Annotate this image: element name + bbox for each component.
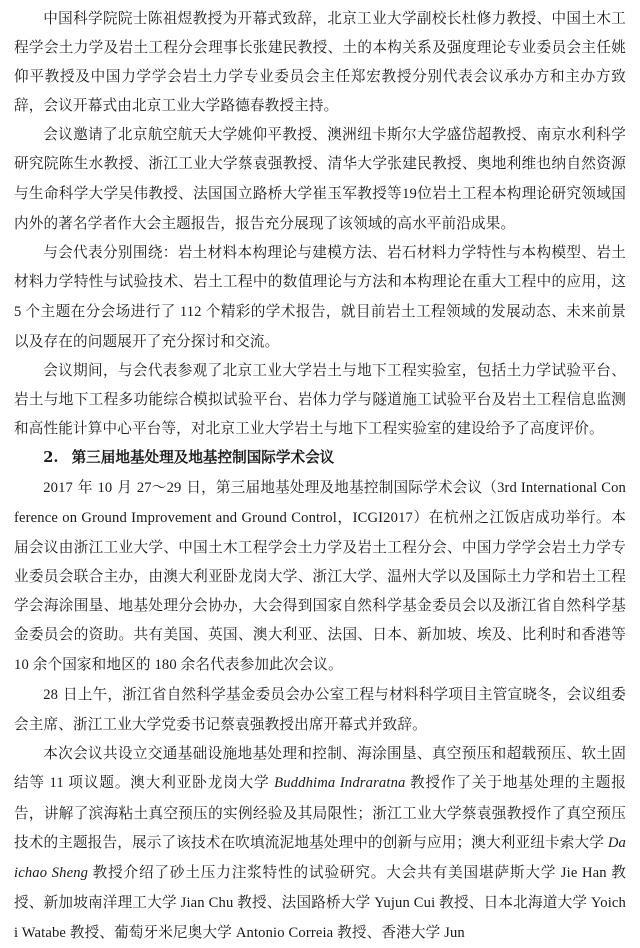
paragraph-text-run: 教授、葡萄牙米尼奥大学 [70, 924, 232, 941]
paragraph-text-run: 会议期间，与会代表参观了北京工业大学岩土与地下工程实验室，包括土力学试验平台、岩土与地下工程多功能综合模拟试验平台、岩体力学与隧道施工试验平台及岩土工程信息监测和高性能计算中心平台等，对北京工业大学岩土与地下工程实验室的建设给予了高度评价。 [14, 362, 626, 437]
paragraph-text-run: Yoichi Watabe [14, 895, 626, 941]
icgi2017-report-section [14, 473, 626, 948]
heading-title: 第三届地基处理及地基控制国际学术会议 [72, 449, 335, 466]
paragraph-text-run: 余个国家和地区的 [33, 656, 151, 673]
paragraph-text-run: Buddhima Indraratna [270, 775, 410, 791]
paragraph-text-run: Jie Han [556, 865, 611, 881]
paragraph-text-run: 教授介绍了砂土压力注浆特性的试验研究。大会共有美国堪萨斯大学 [93, 864, 557, 881]
paragraph-text-run: 2017 [43, 480, 73, 496]
paragraph-text-run: ， [337, 509, 353, 526]
paragraph-text-run: 教授作了关于地基处理的主题报告，讲解了滨海粘土真空预压的实例经验及其局限性；浙江工业大学蔡袁强教授作了真空预压技术的主题报告，展示了该技术在吹填流泥地基处理中的创新与应用；澳大利亚纽卡索大学 [14, 774, 626, 850]
body-paragraph [14, 356, 626, 443]
paragraph-text-run: 会议邀请了北京航空航天大学姚仰平教授、澳洲纽卡斯尔大学盛岱超教授、南京水利科学研究院陈生水教授、浙江工业大学蔡袁强教授、清华大学张建民教授、奥地利维也纳自然资源与生命科学大学吴伟教授、法国国立路桥大学崔玉军教授等 [14, 126, 626, 201]
paragraph-text-run: 与会代表分别围绕：岩土材料本构理论与建模方法、岩石材料力学特性与本构模型、岩土材料力学特性与试验技术、岩土工程中的数值理论与方法和本构理论在重大工程中的应用，这 [14, 244, 626, 290]
paragraph-text-run: ）在杭州之江饭店成功举行。本届会议由浙江工业大学、中国土木工程学会土力学及岩土工程分会、中国力学学会岩土力学专业委员会联合主办，由澳大利亚卧龙岗大学、浙江大学、温州大学以及国际土力学和岩土工程学会海涂围垦、地基处理分会协办，大会得到国家自然科学基金委员会以及浙江省自然科学基金委员会的资助。共有美国、英国、澳大利亚、法国、日本、新加坡、埃及、比利时和香港等 [14, 509, 626, 643]
body-paragraph [14, 473, 626, 681]
paragraph-text-run: 个精彩的学术报告，就目前岩土工程领域的发展动态、未来前景以及存在的问题展开了充分探讨和交流。 [14, 303, 626, 350]
paragraph-text-run: 3rd International Conference on Ground Improvement and Ground Control [14, 480, 626, 526]
paragraph-text-run: ICGI2017 [353, 510, 413, 526]
paragraph-text-run: 位岩土工程本构理论研究领域国内外的著名学者作大会主题报告，报告充分展现了该领域的高水平前沿成果。 [14, 185, 626, 232]
section-heading [14, 443, 626, 472]
paragraph-text-run: 27～29 [137, 480, 182, 496]
paragraph-text-run: 余名代表参加此次会议。 [181, 656, 343, 673]
paragraph-text-run: Yujun Cui [370, 895, 439, 911]
paragraph-text-run: 10 [14, 657, 33, 673]
body-paragraph [14, 739, 626, 948]
paragraph-text-run: 日，第三届地基处理及地基控制国际学术会议（ [182, 479, 498, 496]
body-paragraph [14, 120, 626, 237]
paragraph-text-run: 本次会议共设立交通基础设施地基处理和控制、海涂围垦、真空预压和超载预压、软土固结等 [14, 745, 626, 791]
paragraph-text-run: Jian Chu [177, 895, 237, 911]
paragraph-text-run: 项议题。澳大利亚卧龙岗大学 [68, 774, 269, 791]
conference-report-section [14, 4, 626, 443]
paragraph-text-run: 教授、日本北海道大学 [439, 894, 587, 911]
paragraph-text-run: 日上午，浙江省自然科学基金委员会办公室工程与材料科学项目主管宣晓冬，会议组委会主席、浙江工业大学党委书记蔡袁强教授出席开幕式并致辞。 [14, 686, 626, 733]
body-paragraph [14, 238, 626, 356]
paragraph-text-run: 180 [151, 657, 181, 673]
body-paragraph [14, 4, 626, 120]
paragraph-text-run: 年 [73, 479, 97, 496]
heading-number: 2. [43, 449, 58, 466]
body-paragraph [14, 680, 626, 739]
paragraph-text-run: 个主题在分会场进行了 [26, 303, 176, 320]
paragraph-text-run: Antonio Correia [232, 925, 337, 941]
paragraph-text-run: 中国科学院院士陈祖煜教授为开幕式致辞，北京工业大学副校长杜修力教授、中国土木工程学会土力学及岩土工程分会理事长张建民教授、土的本构关系及强度理论专业委员会主任姚仰平教授及中国力学学会岩土力学专业委员会主任郑宏教授分别代表会议承办方和主办方致辞，会议开幕式由北京工业大学路德春教授主持。 [14, 10, 626, 114]
paragraph-text-run: 112 [176, 304, 206, 320]
paragraph-text-run: 教授、法国路桥大学 [237, 894, 370, 911]
paragraph-text-run: 5 [14, 304, 26, 320]
paragraph-text-run: 19 [402, 186, 417, 202]
paragraph-text-run: Jun [440, 925, 465, 941]
paragraph-text-run: 11 [45, 775, 68, 791]
paragraph-text-run: 教授、新加坡南洋理工大学 [14, 864, 626, 911]
paragraph-text-run: 10 [97, 480, 112, 496]
paragraph-text-run: 月 [112, 479, 136, 496]
paragraph-text-run: 教授、香港大学 [337, 924, 440, 941]
paragraph-text-run: 28 [43, 687, 58, 703]
paragraph-text-run: Daichao Sheng [14, 835, 626, 881]
